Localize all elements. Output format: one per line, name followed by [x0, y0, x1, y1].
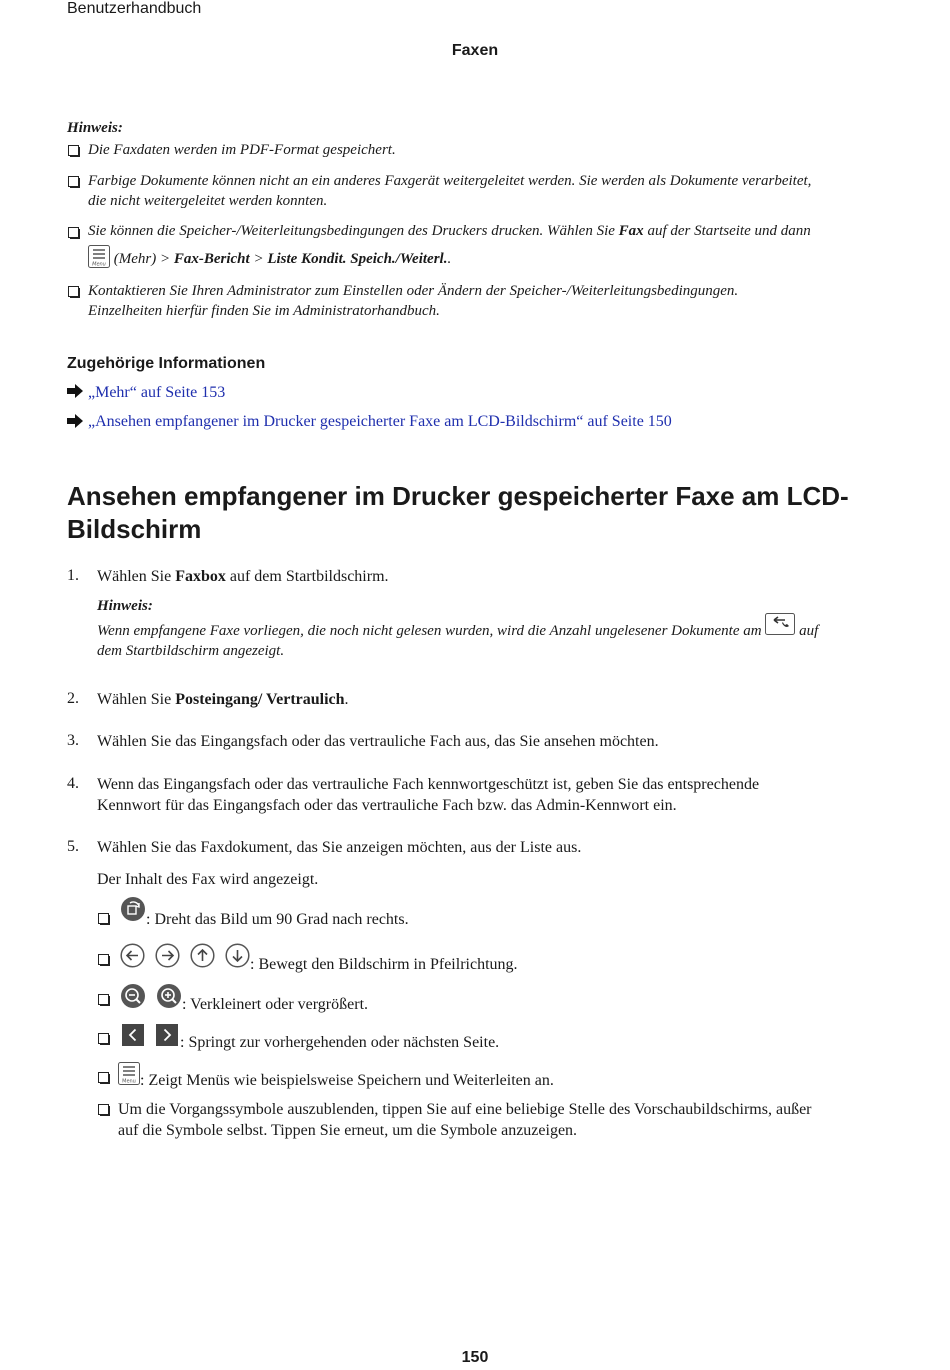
menu-icon: [118, 1062, 140, 1091]
note-label: Hinweis:: [97, 598, 153, 614]
fax-inbox-icon: [765, 613, 795, 641]
text: : Dreht das Bild um 90 Grad nach rechts.: [146, 911, 409, 928]
step-number: 4.: [67, 775, 79, 792]
text: auf: [799, 623, 819, 639]
menu-icon: [88, 245, 110, 274]
note-text: [97, 621, 892, 661]
step-number: 5.: [67, 838, 79, 855]
text: Wählen Sie: [97, 691, 172, 708]
checkbox-bullet-icon: [68, 176, 79, 187]
section-title: Faxen: [451, 42, 499, 59]
text: .: [344, 691, 349, 708]
note-label: Hinweis:: [67, 120, 123, 136]
arrow-down-icon: [225, 943, 250, 974]
control-item: [120, 983, 368, 1015]
step-number: 3.: [67, 732, 79, 749]
step-text: Wählen Sie das Eingangsfach oder das vertrauliche Fach aus, das Sie ansehen möchten.: [97, 733, 659, 750]
ui-term-list-conditions: Liste Kondit. Speich./Weiterl.: [267, 250, 448, 267]
step-number: 1.: [67, 567, 79, 584]
control-item: [118, 1062, 554, 1091]
checkbox-bullet-icon: [68, 145, 79, 156]
previous-page-icon: [122, 1024, 144, 1052]
svg-text:Menu: Menu: [92, 261, 106, 268]
note-item-line: Farbige Dokumente können nicht an ein anderes Faxgerät weitergeleitet werden. Sie werden als Dokumente verarbeitet,: [88, 173, 812, 189]
running-head: Benutzerhandbuch: [67, 0, 202, 17]
next-page-icon: [156, 1024, 178, 1052]
arrow-right-icon: [155, 943, 180, 974]
step-text: [97, 774, 897, 816]
text: : Bewegt den Bildschirm in Pfeilrichtung.: [250, 956, 518, 973]
text: Sie können die Speicher-/Weiterleitungsbedingungen des Druckers drucken. Wählen Sie: [88, 223, 615, 239]
note-item: Die Faxdaten werden im PDF-Format gespeichert.: [88, 142, 396, 158]
checkbox-bullet-icon: [98, 1072, 109, 1083]
control-item: [120, 902, 409, 928]
control-item: [120, 942, 518, 975]
ui-term-fax-report: Fax-Bericht: [173, 250, 250, 267]
note-item-line: [88, 245, 888, 274]
heading-line: Bildschirm: [67, 514, 202, 544]
note-item-line: [88, 221, 888, 241]
control-item: [122, 1023, 499, 1053]
note-line: dem Startbildschirm angezeigt.: [97, 643, 285, 659]
checkbox-bullet-icon: [98, 1104, 109, 1115]
text: Wählen Sie: [97, 568, 172, 585]
text: : Zeigt Menüs wie beispielsweise Speichern und Weiterleiten an.: [140, 1072, 554, 1089]
checkbox-bullet-icon: [68, 227, 79, 238]
note-item-line: Einzelheiten hierfür finden Sie im Administratorhandbuch.: [88, 303, 440, 319]
control-line: Um die Vorgangssymbole auszublenden, tippen Sie auf eine beliebige Stelle des Vorschaubildschirms, außer: [118, 1101, 812, 1118]
control-line: auf die Symbole selbst. Tippen Sie erneut, um die Symbole anzuzeigen.: [118, 1122, 578, 1139]
text: auf der Startseite und dann: [647, 223, 811, 239]
text: : Verkleinert oder vergrößert.: [182, 995, 369, 1013]
control-item: [118, 1099, 898, 1141]
step-text: [97, 689, 349, 710]
text: : Springt zur vorhergehenden oder nächsten Seite.: [180, 1034, 500, 1051]
note-line: [97, 621, 892, 641]
arrow-left-icon: [120, 943, 145, 974]
zoom-out-icon: [120, 983, 146, 1015]
checkbox-bullet-icon: [98, 1033, 109, 1044]
related-link-mehr[interactable]: „Mehr“ auf Seite 153: [88, 384, 226, 401]
note-item: [88, 171, 888, 211]
step-number: 2.: [67, 690, 79, 707]
note-item: [88, 221, 888, 274]
checkbox-bullet-icon: [98, 994, 109, 1005]
text: (Mehr) >: [113, 250, 171, 267]
arrow-right-icon: [67, 414, 83, 433]
arrow-right-icon: [67, 384, 83, 403]
note-item-line: Kontaktieren Sie Ihren Administrator zum Einstellen oder Ändern der Speicher-/Weiterleitungsbedingungen.: [88, 283, 739, 299]
checkbox-bullet-icon: [98, 913, 109, 924]
text: Wenn empfangene Faxe vorliegen, die noch nicht gelesen wurden, wird die Anzahl ungelesener Dokumente am: [97, 623, 762, 639]
step-text: Wählen Sie das Faxdokument, das Sie anzeigen möchten, aus der Liste aus.: [97, 839, 582, 856]
zoom-in-icon: [156, 983, 182, 1015]
step-text: [97, 566, 389, 587]
text: auf dem Startbildschirm.: [229, 568, 389, 585]
ui-term-posteingang: Posteingang/ Vertraulich: [175, 691, 345, 708]
related-info-title: Zugehörige Informationen: [67, 355, 266, 372]
note-item-line: die nicht weitergeleitet werden konnten.: [88, 193, 328, 209]
related-link-ansehen[interactable]: „Ansehen empfangener im Drucker gespeicherter Faxe am LCD-Bildschirm“ auf Seite 150: [88, 413, 672, 430]
heading-line: Ansehen empfangener im Drucker gespeicherter Faxe am LCD-: [67, 481, 849, 511]
text: >: [253, 250, 264, 267]
step-line: Wenn das Eingangsfach oder das vertrauliche Fach kennwortgeschützt ist, geben Sie das entsprechende: [97, 776, 760, 793]
ui-term-faxbox: Faxbox: [175, 568, 226, 585]
rotate-icon: [120, 896, 146, 928]
step-subtext: Der Inhalt des Fax wird angezeigt.: [97, 871, 319, 888]
text: .: [447, 250, 452, 267]
section-heading: [67, 480, 887, 546]
checkbox-bullet-icon: [98, 954, 109, 965]
note-item: [88, 281, 888, 321]
arrow-up-icon: [190, 943, 215, 974]
ui-term-fax: Fax: [618, 223, 644, 239]
page-number: 150: [461, 1349, 489, 1366]
svg-text:Menu: Menu: [122, 1078, 136, 1085]
step-line: Kennwort für das Eingangsfach oder das vertrauliche Fach bzw. das Admin-Kennwort ein.: [97, 797, 677, 814]
checkbox-bullet-icon: [68, 286, 79, 297]
